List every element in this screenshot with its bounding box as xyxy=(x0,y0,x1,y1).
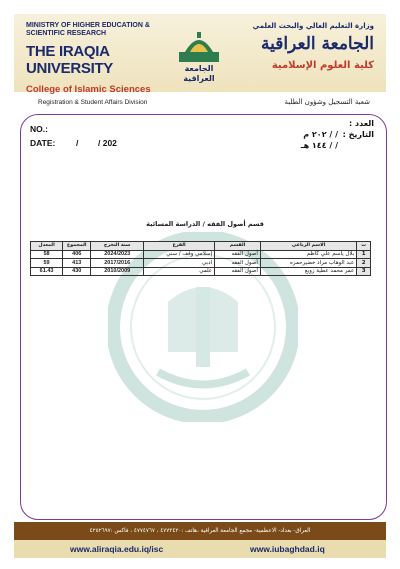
table-header-row xyxy=(31,242,371,251)
row-index: 3 xyxy=(357,267,371,276)
branch: ادبي xyxy=(144,259,215,268)
graduation-year: 2024/2023 xyxy=(91,250,144,259)
university-name-ar: الجامعة العراقية xyxy=(261,34,374,54)
column-header: الفرع xyxy=(144,242,215,251)
total-score: 430 xyxy=(63,267,91,276)
column-header: سنة التخرج xyxy=(91,242,144,251)
website-link-university[interactable]: www.iubaghdad.iq xyxy=(250,544,325,554)
dome-icon xyxy=(175,30,223,64)
row-index: 1 xyxy=(357,250,371,259)
graduation-year: 2017/2016 xyxy=(91,259,144,268)
hijri-date-ar: / / ١٤٤ هـ xyxy=(300,141,338,150)
average: 58 xyxy=(31,250,63,259)
student-name: بلال ياسم علي كاظم xyxy=(260,250,356,259)
table-row xyxy=(31,250,371,259)
average: 61.43 xyxy=(31,267,63,276)
division-name-en: Registration & Student Affairs Division xyxy=(38,99,148,106)
table-row xyxy=(31,259,371,268)
footer-websites xyxy=(14,540,386,558)
university-name-en: THE IRAQIA UNIVERSITY xyxy=(26,43,114,77)
column-header: المعدل xyxy=(31,242,63,251)
logo-text-line1: الجامعة xyxy=(184,64,214,73)
total-score: 406 xyxy=(63,250,91,259)
letterhead xyxy=(14,14,386,95)
average: 59 xyxy=(31,259,63,268)
number-label-ar: العدد : xyxy=(349,119,374,128)
date-label-ar: التاريخ : xyxy=(342,130,374,139)
graduation-year: 2010/2009 xyxy=(91,267,144,276)
letterhead-english xyxy=(26,22,176,95)
date-year-en: / 202 xyxy=(98,138,117,148)
date-value-ar: / / ٢٠٢ م xyxy=(303,130,338,139)
letterhead-footer xyxy=(14,522,386,558)
table-row xyxy=(31,267,371,276)
column-header: المجموع xyxy=(63,242,91,251)
website-link-college[interactable]: www.aliraqia.edu.iq/isc xyxy=(70,544,164,554)
branch: علمي xyxy=(144,267,215,276)
ministry-name-ar: وزارة التعليم العالي والبحث العلمي xyxy=(252,22,374,30)
department: أصول الفقه xyxy=(215,267,261,276)
row-index: 2 xyxy=(357,259,371,268)
table-title: قسم أصول الفقه / الدراسة المسائية xyxy=(146,220,264,228)
ministry-name-en: MINISTRY OF HIGHER EDUCATION & SCIENTIFIC RESEARCH xyxy=(26,22,150,37)
department: أصول الفقه xyxy=(215,259,261,268)
student-name: عبد الوهاب مراد خضيرحمزه xyxy=(260,259,356,268)
graduates-table xyxy=(30,241,371,276)
footer-address: العراق- بغداد- الاعظمية- مجمع الجامعة العراقية ،هاتف :٤٧٧٣٤٢٠ ، ٤٧٧٤٧٦٧ ، فاكس :٤٢٥٢٦٩٧ xyxy=(14,522,386,540)
student-name: عمر محمد عطية زويع xyxy=(260,267,356,276)
date-label-en: DATE: xyxy=(30,138,56,148)
column-header: ت xyxy=(357,242,371,251)
column-header: الاسم الرباعي xyxy=(260,242,356,251)
college-name-en: College of Islamic Sciences xyxy=(26,84,151,95)
logo-text-line2: العراقية xyxy=(183,74,215,83)
university-logo xyxy=(175,30,223,86)
date-separator: / xyxy=(76,138,79,148)
letterhead-arabic xyxy=(224,22,374,71)
division-name-ar: شعبة التسجيل وشؤون الطلبة xyxy=(284,98,370,106)
college-name-ar: كلية العلوم الإسلامية xyxy=(271,60,374,71)
branch: إسلامي وقف / سني xyxy=(144,250,215,259)
department: أصول الفقه xyxy=(215,250,261,259)
number-label-en: NO.: xyxy=(30,124,48,134)
column-header: القسم xyxy=(215,242,261,251)
total-score: 413 xyxy=(63,259,91,268)
